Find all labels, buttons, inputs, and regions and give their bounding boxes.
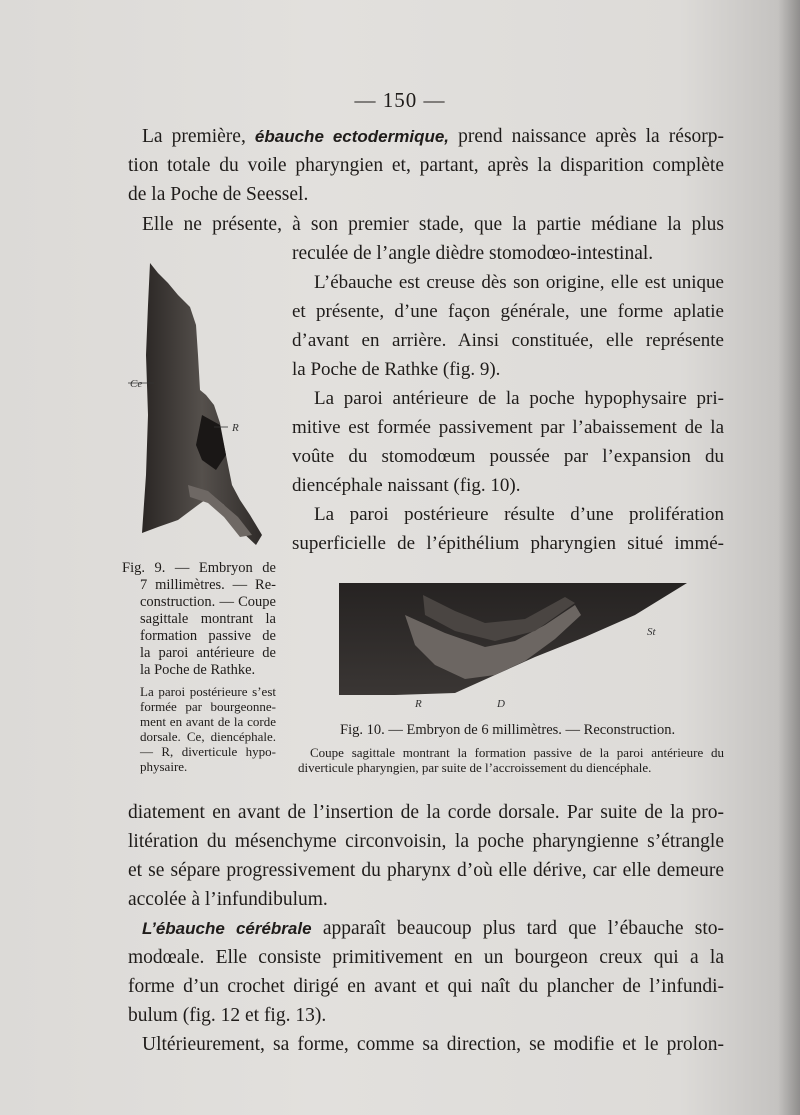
right-line: voûte du stomodœum poussée par l’expansion du (292, 446, 724, 467)
last-paragraph (128, 1030, 724, 1059)
intro-emphasis: ébauche ectodermique, (254, 127, 450, 146)
caption-line: 7 millimètres. — Re- (140, 577, 276, 593)
caption-line: ment en avant de la corde (140, 714, 276, 729)
para2-line-2: reculée de l’angle dièdre stomodœo-intestinal. (292, 243, 654, 264)
intro-prefix: La première, (142, 126, 246, 147)
body-line: forme d’un crochet dirigé en avant et qui naît du plancher de l’infundi- (128, 976, 724, 997)
intro-line-2: tion totale du voile pharyngien et, partant, après la disparition complète (128, 155, 724, 176)
right-column-text (292, 268, 724, 558)
caption-line: la Poche de Rathke. (140, 662, 256, 678)
fig10-label-st: St (647, 626, 656, 638)
right-line: mitive est formée passivement par l’abaissement de la (292, 417, 724, 438)
body-line: bulum (fig. 12 et fig. 13). (128, 1005, 327, 1026)
caption-line: La paroi postérieure s’est (140, 684, 276, 699)
caption-line: la paroi antérieure de (140, 645, 276, 661)
continued-paragraph (128, 798, 724, 914)
right-line: superficielle de l’épithélium pharyngien situé immé- (292, 533, 724, 554)
para2-line-1: Elle ne présente, à son premier stade, que la partie médiane la plus (142, 214, 724, 235)
caption-line: Coupe sagittale montrant la formation passive de la paroi antérieure du (310, 745, 724, 760)
body-line: diatement en avant de l’insertion de la corde dorsale. Par suite de la pro- (128, 802, 724, 823)
right-line: La paroi antérieure de la poche hypophysaire pri- (314, 388, 724, 409)
body-line: accolée à l’infundibulum. (128, 889, 328, 910)
fig9-label-ce: Ce (130, 378, 143, 390)
right-line: et présente, d’une façon générale, une forme aplatie (292, 301, 724, 322)
figure-10-image (335, 575, 695, 710)
fig9-label-r: R (232, 422, 239, 434)
para-2b (292, 239, 724, 268)
figure-10-caption (298, 745, 724, 775)
intro-paragraph (128, 122, 724, 209)
figure-10-title: Fig. 10. — Embryon de 6 millimètres. — Reconstruction. (340, 722, 676, 738)
figure-9-image (128, 255, 273, 555)
para-2 (128, 210, 724, 239)
body-line: litération du mésenchyme circonvoisin, la poche pharyngienne s’étrangle (128, 831, 724, 852)
figure-9-caption (122, 560, 276, 679)
body-line: modœale. Elle consiste primitivement en un bourgeon creux qui a la (128, 947, 724, 968)
cerebral-suffix: apparaît beaucoup plus tard que l’ébauche sto- (322, 918, 725, 939)
caption-line: formation passive de (140, 628, 276, 644)
fig10-label-r: R (415, 698, 422, 710)
right-line: la Poche de Rathke (fig. 9). (292, 359, 501, 380)
cerebral-line-1 (128, 914, 724, 943)
caption-line: dorsale. Ce, diencéphale. (140, 729, 276, 744)
intro-line-1 (128, 122, 724, 151)
caption-line: physaire. (140, 759, 188, 774)
caption-line: Fig. 9. — Embryon de (122, 560, 276, 576)
caption-line: diverticule pharyngien, par suite de l’accroissement du diencéphale. (298, 760, 652, 775)
caption-line: sagittale montrant la (140, 611, 276, 627)
intro-line-3: de la Poche de Seessel. (128, 184, 309, 205)
page-edge-shadow (778, 0, 800, 1115)
page-number: — 150 — (354, 88, 446, 112)
cerebral-emphasis: L’ébauche cérébrale (142, 919, 312, 938)
body-line: et se sépare progressivement du pharynx d’où elle dérive, car elle demeure (128, 860, 724, 881)
caption-line: — R, diverticule hypo- (140, 744, 276, 759)
right-line: L’ébauche est creuse dès son origine, elle est unique (314, 272, 724, 293)
cerebral-paragraph (128, 914, 724, 1030)
intro-suffix: prend naissance après la résorp- (458, 126, 725, 147)
caption-line: formée par bourgeonne- (140, 699, 276, 714)
figure-9-caption-2 (140, 684, 276, 774)
caption-line: construction. — Coupe (140, 594, 276, 610)
right-line: La paroi postérieure résulte d’une prolifération (314, 504, 724, 525)
fig10-label-d: D (497, 698, 505, 710)
right-line: diencéphale naissant (fig. 10). (292, 475, 521, 496)
body-line: Ultérieurement, sa forme, comme sa direction, se modifie et le prolon- (142, 1034, 724, 1055)
right-line: d’avant en arrière. Ainsi constituée, elle représente (292, 330, 724, 351)
